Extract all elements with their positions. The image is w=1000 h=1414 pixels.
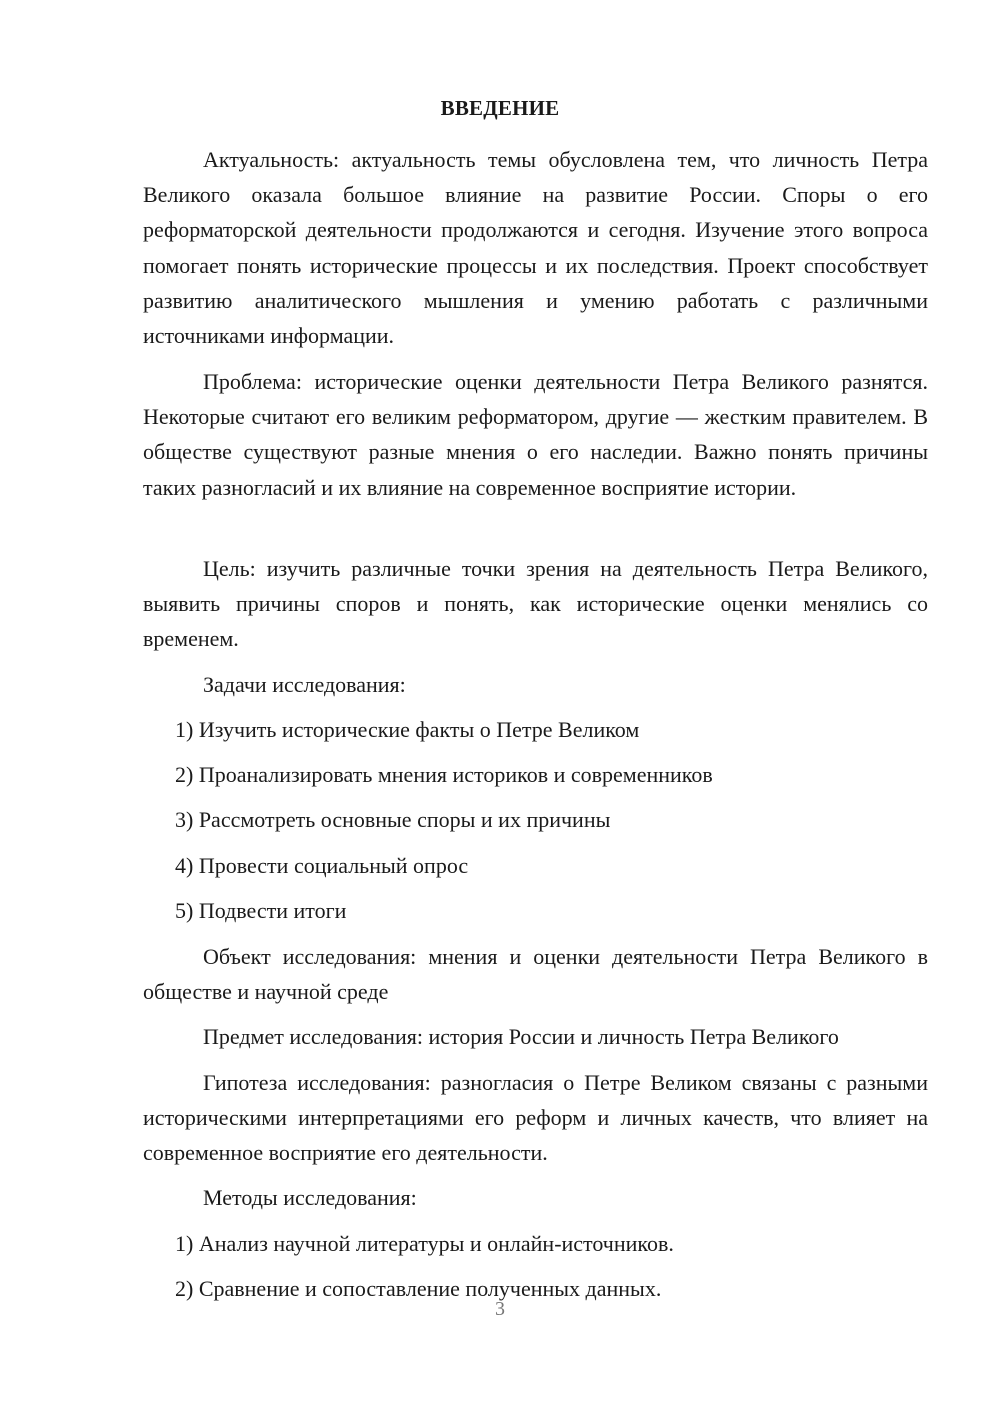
page-number: 3	[495, 1298, 505, 1320]
goal-paragraph: Цель: изучить различные точки зрения на деятельность Петра Великого, выявить причины споров и понять, как исторические оценки менялись со временем.	[143, 556, 928, 652]
relevance-paragraph: Актуальность: актуальность темы обусловлена тем, что личность Петра Великого оказала большое влияние на развитие России. Споры о его реформаторской деятельности продолжаются и сегодня. Изучение этого вопроса помогает понять исторические процессы и их последствия. Проект способствует развитию аналитического мышления и умению работать с различными источниками информации.	[143, 147, 928, 349]
task-item: 3) Рассмотреть основные споры и их причины	[175, 807, 611, 832]
task-item: 1) Изучить исторические факты о Петре Великом	[175, 717, 640, 742]
task-item: 2) Проанализировать мнения историков и современников	[175, 762, 713, 787]
task-item: 5) Подвести итоги	[175, 898, 347, 923]
method-item: 1) Анализ научной литературы и онлайн-источников.	[175, 1231, 674, 1256]
methods-heading: Методы исследования:	[203, 1185, 417, 1210]
problem-paragraph: Проблема: исторические оценки деятельности Петра Великого разнятся. Некоторые считают его великим реформатором, другие — жестким правителем. В обществе существуют разные мнения о его наследии. Важно понять причины таких разногласий и их влияние на современное восприятие истории.	[143, 369, 928, 500]
page-title: ВВЕДЕНИЕ	[440, 96, 560, 120]
tasks-heading: Задачи исследования:	[203, 672, 406, 697]
subject-paragraph: Предмет исследования: история России и личность Петра Великого	[203, 1024, 839, 1049]
method-item: 2) Сравнение и сопоставление полученных данных.	[175, 1276, 662, 1301]
object-paragraph: Объект исследования: мнения и оценки деятельности Петра Великого в обществе и научной среде	[143, 944, 928, 1005]
task-item: 4) Провести социальный опрос	[175, 853, 469, 878]
hypothesis-paragraph: Гипотеза исследования: разногласия о Петре Великом связаны с разными историческими интерпретациями его реформ и личных качеств, что влияет на современное восприятие его деятельности.	[143, 1070, 928, 1166]
